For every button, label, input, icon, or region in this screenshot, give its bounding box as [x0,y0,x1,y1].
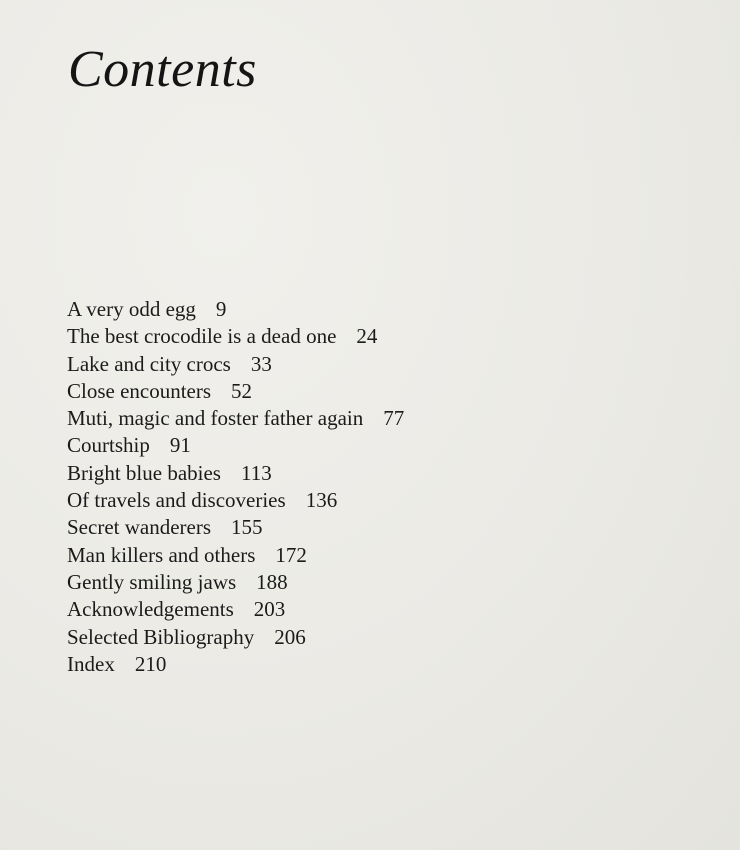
toc-entry [67,651,404,678]
toc-entry-title: Secret wanderers [67,515,212,540]
toc-entry-page: 210 [134,651,167,676]
toc-entry-page: 155 [231,515,263,540]
toc-entry-page: 91 [169,433,191,458]
toc-entry-page: 33 [250,351,272,376]
toc-entry [67,596,404,623]
toc-entry-page: 206 [274,624,306,649]
toc-entry-title: Acknowledgements [67,597,234,622]
toc-entry [67,351,404,378]
toc-entry-title: Close encounters [67,378,212,403]
page-title: Contents [68,41,257,98]
toc-entry-title: Gently smiling jaws [67,569,237,594]
toc-entry-title: Courtship [67,433,150,458]
toc-entry-title: Bright blue babies [67,460,221,485]
toc-entry-title: The best crocodile is a dead one [67,324,337,349]
toc-entry [67,569,404,596]
toc-entry [67,487,404,514]
toc-entry-title: Selected Bibliography [67,624,255,649]
toc-entry-title: Man killers and others [67,542,256,567]
toc-entry-page: 24 [356,324,378,349]
table-of-contents [67,296,404,678]
toc-entry-title: Index [67,651,115,676]
toc-entry-title: Muti, magic and foster father again [67,406,364,431]
toc-entry [67,323,404,350]
toc-entry-title: A very odd egg [67,297,196,321]
toc-entry-page: 203 [253,597,286,622]
toc-entry-page: 113 [240,460,272,485]
toc-entry [67,432,404,459]
toc-entry-page: 52 [231,378,253,403]
toc-entry [67,460,404,487]
toc-entry-page: 9 [215,297,227,321]
toc-entry [67,514,404,541]
toc-entry [67,378,404,405]
toc-entry-title: Lake and city crocs [67,351,231,376]
toc-entry [67,542,404,569]
toc-entry [67,624,404,651]
toc-entry [67,296,404,323]
toc-entry-page: 77 [383,406,405,431]
toc-entry-page: 172 [275,542,307,567]
toc-entry [67,405,404,432]
toc-entry-page: 136 [305,488,338,513]
toc-entry-title: Of travels and discoveries [67,488,286,513]
toc-entry-page: 188 [256,569,288,594]
